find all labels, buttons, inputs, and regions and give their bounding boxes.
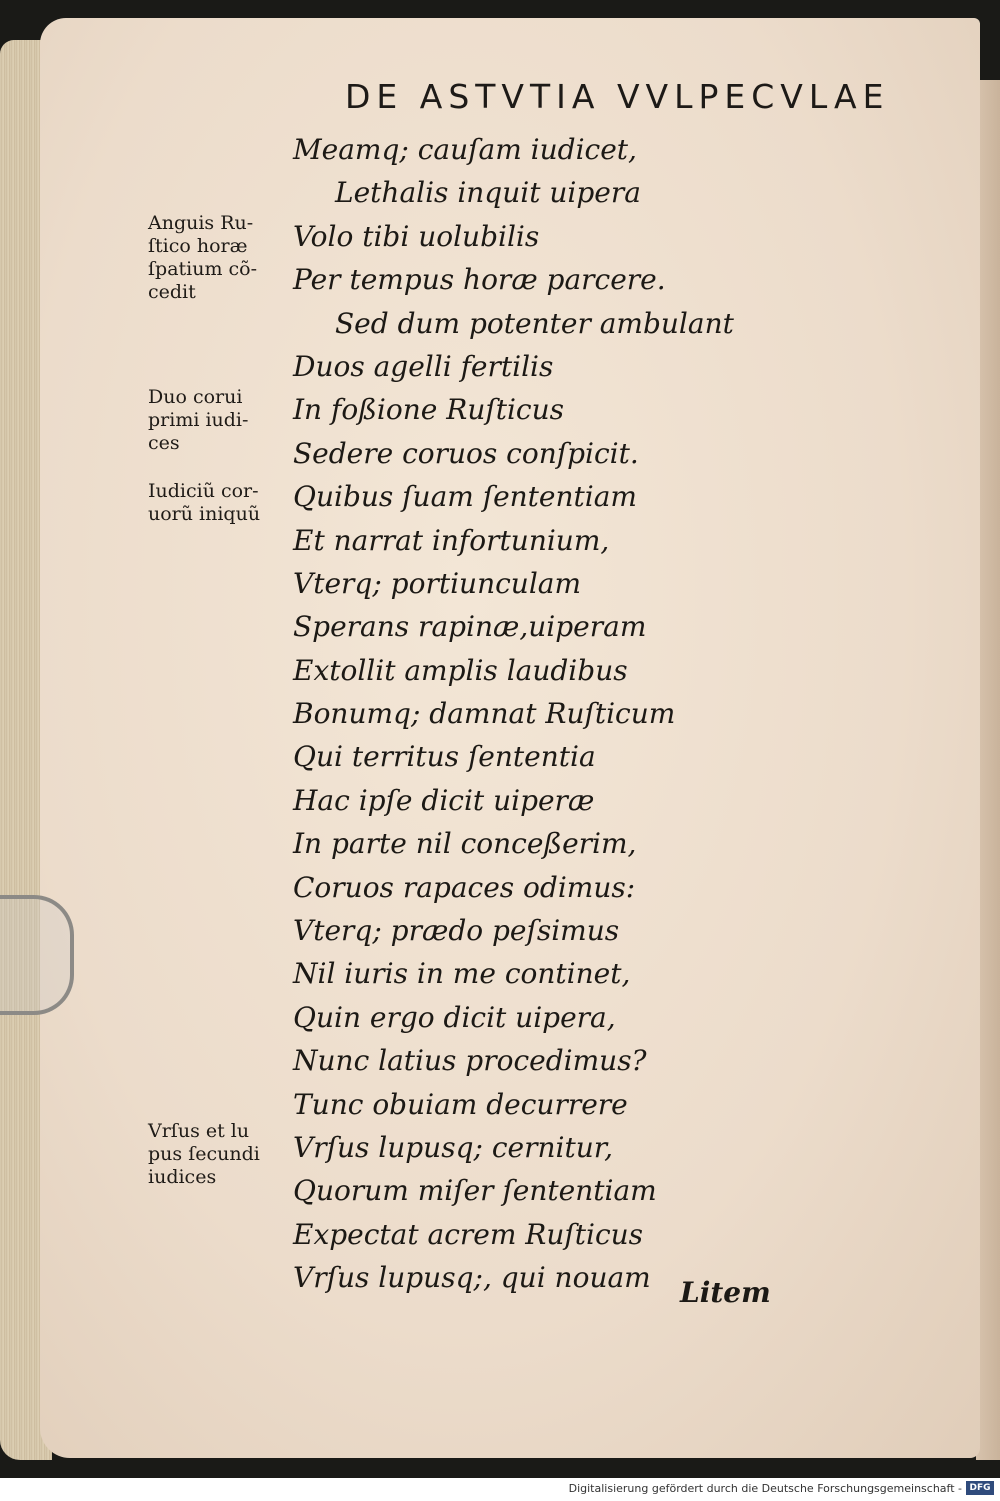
verse-line: Sperans rapinæ,uiperam <box>293 610 647 644</box>
marginal-note-line: ces <box>148 432 180 454</box>
catchword: Litem <box>680 1276 771 1309</box>
marginal-note-line: cedit <box>148 281 196 303</box>
verse-line: Bonumq; damnat Ruſticum <box>293 697 676 731</box>
marginal-note <box>148 386 288 455</box>
marginal-note <box>148 1120 288 1189</box>
marginal-note-line: ſpatium cõ- <box>148 258 258 280</box>
marginal-note <box>148 212 288 304</box>
verse-line: Quibus ſuam ſententiam <box>293 480 637 514</box>
verse-line: Vterq; prædo peſsimus <box>293 914 620 948</box>
marginal-note-line: Duo corui <box>148 386 243 408</box>
verse-line: Expectat acrem Ruſticus <box>293 1217 644 1251</box>
verse-line: Meamq; cauſam iudicet, <box>293 133 637 166</box>
verse-line: Vrſus lupusq; cernitur, <box>293 1130 613 1164</box>
verse-block <box>293 128 853 1300</box>
running-title: DE ASTVTIA VVLPECVLAE <box>345 77 890 116</box>
verse-line: Sed dum potenter ambulant <box>335 306 734 340</box>
marginal-note-line: Iudiciũ cor- <box>148 480 259 502</box>
marginal-note-line: ſtico horæ <box>148 235 248 257</box>
marginal-note-line: iudices <box>148 1166 217 1188</box>
verse-line: Nunc latius procedimus? <box>293 1044 647 1078</box>
verse-line: In foßione Ruſticus <box>293 393 565 427</box>
verse-line: Volo tibi uolubilis <box>293 219 540 253</box>
verse-line: Vrſus lupusq;, qui nouam <box>293 1261 651 1295</box>
verse-line: Quorum miſer ſententiam <box>293 1174 657 1208</box>
verse-line: Qui territus ſententia <box>293 740 596 774</box>
verse-line: Nil iuris in me continet, <box>293 957 631 991</box>
marginal-note-line: pus ſecundi <box>148 1143 260 1165</box>
verse-line: Tunc obuiam decurrere <box>293 1087 628 1121</box>
digitization-footer <box>0 1478 1000 1501</box>
book-clasp <box>0 895 74 1015</box>
marginal-note-line: uorũ iniquũ <box>148 503 261 525</box>
verse-line: Extollit amplis laudibus <box>293 653 628 687</box>
verse-line: Duos agelli fertilis <box>293 349 554 383</box>
verse-line: Lethalis inquit uipera <box>335 176 641 210</box>
marginal-note-line: Anguis Ru- <box>148 212 254 234</box>
verse-line: Quin ergo dicit uipera, <box>293 1000 616 1034</box>
verse-line: Sedere coruos conſpicit. <box>293 436 639 470</box>
marginal-note-line: primi iudi- <box>148 409 249 431</box>
verse-line: In parte nil conceßerim, <box>293 827 637 861</box>
dfg-logo: DFG <box>966 1481 994 1495</box>
verse-line: Hac ipſe dicit uiperæ <box>293 783 595 817</box>
verse-line: Vterq; portiunculam <box>293 566 582 600</box>
verse-line: Coruos rapaces odimus: <box>293 870 636 904</box>
marginal-note <box>148 480 288 526</box>
funding-credit: Digitalisierung gefördert durch die Deutsche Forschungsgemeinschaft - <box>568 1482 962 1495</box>
verse-line: Et narrat infortunium, <box>293 523 610 557</box>
verse-line: Per tempus horæ parcere. <box>293 263 666 297</box>
marginal-note-line: Vrſus et lu <box>148 1120 250 1142</box>
